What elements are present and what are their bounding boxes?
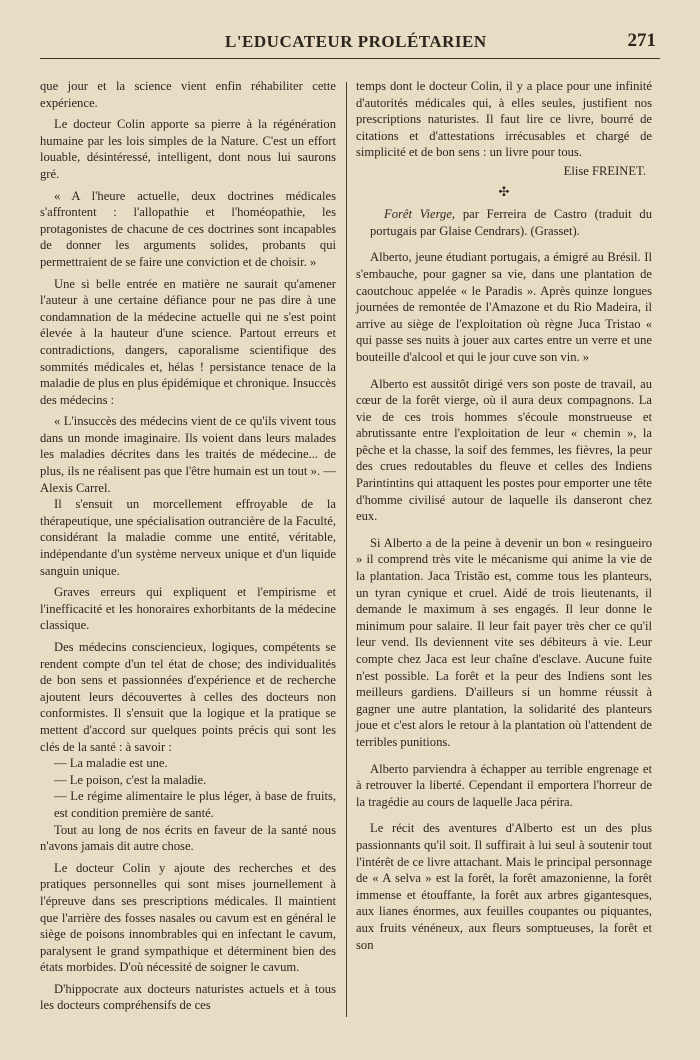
paragraph: Alberto est aussitôt dirigé vers son poste de travail, au cœur de la forêt vierge, où il aura deux compagnons. La vie de ces trois hommes s'écoule monstrueuse et abrutissante entre l'exploitation de leur « chemin », la pêche et la chasse, la soif des femmes, les fièvres, la peur des crues redoutables du fleuve et celles des Indiens Parintintins qui attaquent les postes pour emporter une tête d'homme civilisé autour de laquelle ils danseront chez eux. (356, 376, 652, 524)
right-column (356, 78, 652, 953)
quote-paragraph: « L'insuccès des médecins vient de ce qu'ils vivent tous dans un monde imaginaire. Ils voient dans leurs malades les maladies décrites dans les traités de médecine... de plus, ils ne réalisent pas que l'être humain est un tout ». — Alexis Carrel. (40, 414, 336, 495)
paragraph: Graves erreurs qui expliquent et l'empirisme et l'inefficacité et les honoraires exhorbitants de la médecine classique. (40, 585, 336, 633)
paragraph: temps dont le docteur Colin, il y a place pour une infinité d'autorités médicales qui, à elles seules, justifient nos prescriptions naturistes. Il faut lire ce livre, bourré de citations et d'attestations irrécusables et chargé de simplicité et de bon sens : un livre pour tous. (356, 79, 652, 160)
column-divider (346, 82, 347, 1017)
author-signature: Elise FREINET. (563, 163, 646, 178)
paragraph: Il s'ensuit un morcellement effroyable de la thérapeutique, une spécialisation outrancière de la Faculté, considérant la maladie comme une entité, véritable, indépendante d'un système nerveux unique et d'un liquide sanguin unique. (40, 497, 336, 578)
paragraph: Alberto parviendra à échapper au terrible engrenage et à retrouver la liberté. Cependant il emportera l'horreur de la tragédie au cours de laquelle Jaca périra. (356, 761, 652, 809)
book-title: Forêt Vierge, (384, 207, 456, 222)
paragraph: Le docteur Colin apporte sa pierre à la régénération humaine par les lois simples de la Nature. C'est un effort louable, désintéressé, intelligent, dont nous lui saurons gré. (40, 117, 336, 181)
book-reference (356, 206, 652, 239)
ornament-icon: ✣ (498, 183, 510, 199)
list-item: — Le régime alimentaire le plus léger, à base de fruits, est condition première de santé. (54, 789, 336, 820)
paragraph: Des médecins consciencieux, logiques, compétents se rendent compte d'un tel état de chose; des individualités de bon sens et passionnées d'expérience et de recherche ajoutent leurs découvertes à celles des docteurs non conformistes. Il s'ensuit que la logique et la pratique se mettent d'accord sur quelques points précis qui sont les clés de la santé : à savoir : (40, 640, 336, 754)
left-column (40, 78, 336, 1014)
book-meta: par Ferreira de Castro (traduit du portugais par Glaise Cendrars). (Grasset). (370, 207, 652, 238)
paragraph: D'hippocrate aux docteurs naturistes actuels et à tous les docteurs compréhensifs de ces (40, 981, 336, 1013)
paragraph: Le récit des aventures d'Alberto est un des plus passionnants qu'il soit. Il suffirait à lui seul à soutenir tout l'intérêt de ce livre attachant. Mais le principal personnage de « A selva » est la forêt, la forêt amazonienne, la forêt immense et étouffante, la forêt aux arbres gigantesques, aux lianes énormes, aux feuilles coupantes ou piquantes, aux fruits vénéneux, aux fleurs somptueuses, la forêt et son (356, 821, 652, 952)
list-item: — La maladie est une. (54, 756, 168, 771)
paragraph: Tout au long de nos écrits en faveur de la santé nous n'avons jamais dit autre chose. (40, 822, 336, 854)
paragraph: Le docteur Colin y ajoute des recherches et des pratiques personnelles qui sont mises journellement à l'épreuve dans ses prescriptions médicales. Il maintient que l'arrière des fosses nasales ou cavum est en général le siège de poisons innombrables qui en infectant le cavum, paralysent le grand sympathique et déterminent bien des états morbides. D'où nécessité de soigner le cavum. (40, 860, 336, 975)
paragraph: Si Alberto a de la peine à devenir un bon « resingueiro » il comprend très vite le mécanisme qui anime la vie de la plantation. Jaca Tristão est, comme tous les planteurs, un tyran cynique et cruel. Aidé de trois lieutenants, il demande le maximum à ses engagés. Il leur donne le minimum pour salaire. Il leur fait payer très cher ce qu'il leur vend. Ils deviennent vite ses débiteurs à vie. Leur compte chez Jaca est leur chaîne d'esclave. Aucune fuite n'est possible. La forêt et la peur des Indiens sont les meilleurs gardiens. D'ailleurs si un homme réussit à gagner une autre plantation, la solidarité des planteurs joue et c'est alors le retour à la plantation où l'attendent de terribles punitions. (356, 535, 652, 749)
list-item: — Le poison, c'est la maladie. (54, 772, 207, 787)
page-header (40, 28, 660, 59)
paragraph: que jour et la science vient enfin réhabiliter cette expérience. (40, 79, 336, 110)
paragraph: Alberto, jeune étudiant portugais, a émigré au Brésil. Il s'embauche, pour gagner sa vie, dans une plantation de caoutchouc appelée « le Paradis ». Après quinze longues journées de remontée de l'Amazone et du Rio Madeira, il arrive au siège de l'exploitation où règne Juca Tristao « qui passe ses nuits à jouer aux cartes entre un verre et une bouteille d'alcool et qui le jour cuve son vin. » (356, 250, 652, 364)
paragraph: Une si belle entrée en matière ne saurait qu'amener l'auteur à une certaine défiance pour ne pas dire à une condamnation de la médecine actuelle qui ne s'est point élevée à la hauteur d'une science. Partout erreurs et contradictions, dangers, caporalisme scientifique des sommités médicales et, hélas ! persistance tenace de la maladie de plus en plus épidémique et chronique. Insuccès des médecins : (40, 276, 336, 407)
page-number: 271 (627, 30, 656, 51)
quote-paragraph: « A l'heure actuelle, deux doctrines médicales s'affrontent : l'allopathie et l'homéopathie, les protagonistes de chacune de ces doctrines sont incapables de donner les arguments solides, probants qui permettraient de se faire une conviction et de choisir. » (40, 188, 336, 269)
running-title: L'EDUCATEUR PROLÉTARIEN (225, 32, 487, 51)
